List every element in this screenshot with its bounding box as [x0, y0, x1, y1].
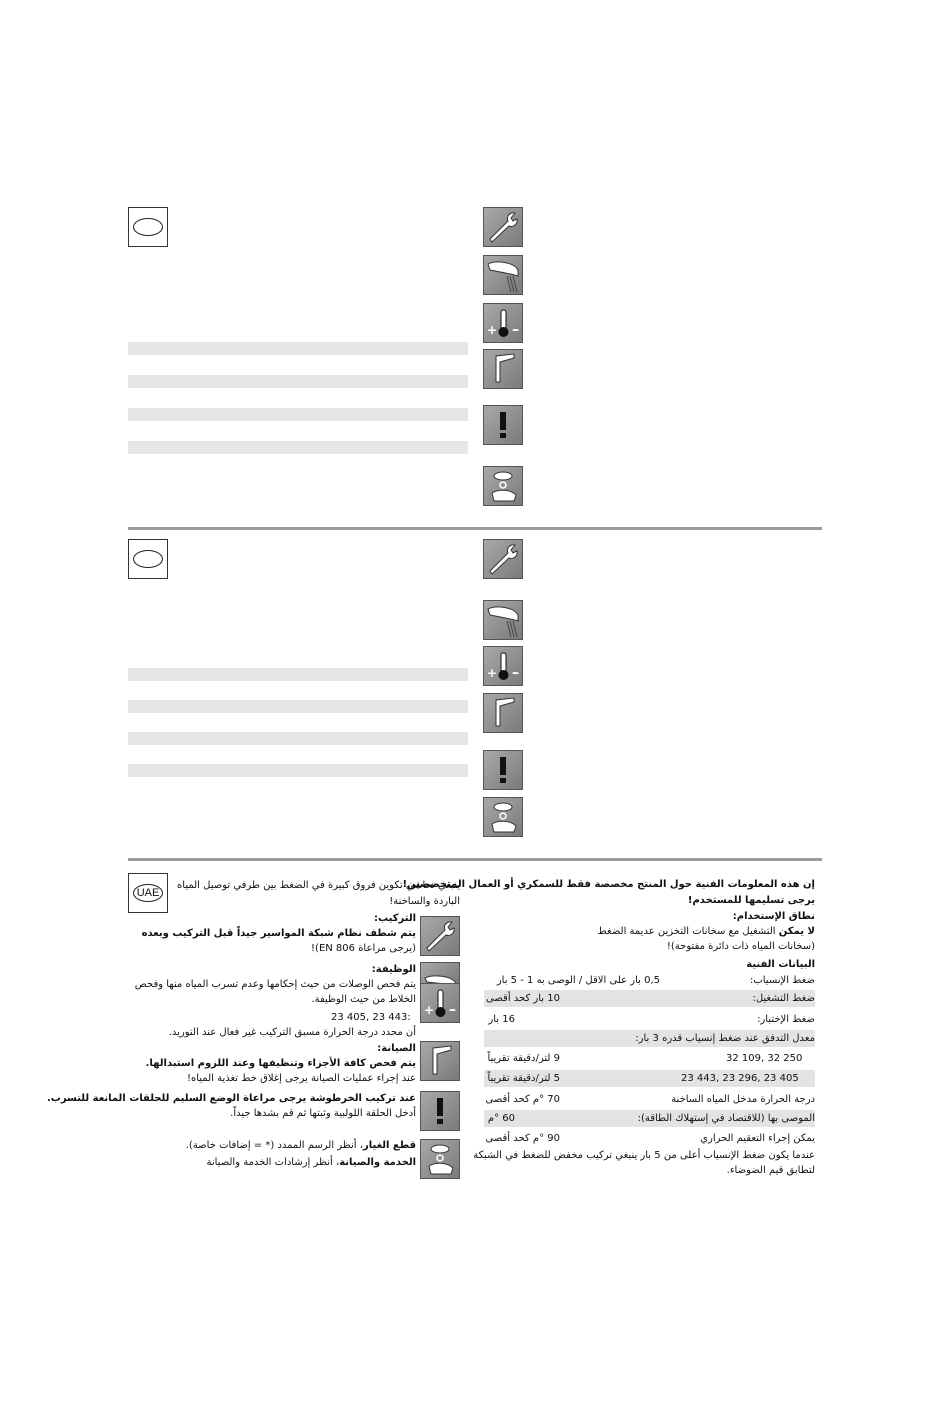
scope-body: التشغيل مع سخانات التخزين عديمة الضغط — [597, 926, 779, 937]
maintenance-text-2: عند إجراء عمليات الصيانة يرجى إغلاق خط تغذية المياه! — [186, 1073, 416, 1084]
hex-key-icon — [420, 1041, 460, 1081]
spare-parts-text — [186, 1138, 416, 1153]
scope-title: نطاق الإستخدام: — [732, 911, 815, 922]
section-divider — [128, 527, 822, 530]
pressure-warning-text: ينبغي تحاشي تكوين فروق كبيرة في الضغط بين طرفي توصيل المياه — [177, 880, 460, 891]
intro-text-2: يرجى تسليمها للمستخدم! — [687, 895, 815, 906]
svg-text:–: – — [449, 1002, 456, 1018]
section-divider — [128, 858, 822, 861]
intro-text: إن هذه المعلومات الفنية حول المنتج مخصصة فقط للسمكري أو العمال المتخصصين! — [402, 879, 815, 890]
country-code-label: UAE — [133, 884, 163, 902]
blank-row — [128, 700, 468, 713]
install-text: يتم شطف نظام شبكة المواسير جيداً قبل التركيب وبعده — [141, 928, 416, 939]
function-text: يتم فحص الوصلات من حيث إحكامها وعدم تسرب المياه منها وفحص — [134, 979, 416, 990]
tech-row-label: ضغط التشغيل: — [752, 993, 815, 1004]
spare-parts-icon — [483, 797, 523, 837]
pressure-note: عندما يكون ضغط الإنسياب أعلى من 5 بار ينبغي تركيب مخفض للضغط في الشبكة — [473, 1150, 815, 1161]
tech-row-label: ضغط الإختبار: — [757, 1014, 815, 1025]
spare-parts-label: قطع الغيار — [362, 1140, 416, 1151]
tech-row-value: 16 بار — [488, 1014, 515, 1025]
country-code-box — [128, 539, 168, 579]
tech-data-title: البيانات الفنية — [746, 959, 815, 970]
svg-text:+: + — [487, 666, 498, 680]
blank-row — [128, 408, 468, 421]
service-text — [207, 1155, 417, 1170]
exclamation-icon — [483, 405, 523, 445]
tech-row-models: 32 109, 32 250 — [726, 1053, 803, 1064]
pressure-note-2: لتطابق قيم الضوضاء. — [726, 1165, 815, 1176]
svg-text:–: – — [512, 322, 519, 338]
scope-note: (سخانات المياه ذات دائرة مفتوحة)! — [666, 941, 815, 952]
wrench-icon — [483, 539, 523, 579]
country-code-label — [133, 550, 163, 568]
exclamation-icon — [420, 1091, 460, 1131]
scope-bold: يمكن — [778, 926, 805, 937]
tech-row-value: 70 °م كحد أقصى — [485, 1094, 560, 1105]
blank-row — [128, 764, 468, 777]
tech-row-label: معدل التدفق عند ضغط إنسياب قدره 3 بار: — [635, 1033, 815, 1044]
country-code-box — [128, 207, 168, 247]
spare-parts-icon — [420, 1139, 460, 1179]
tech-row-value: 5 لتر/دقيقة تقريباً — [487, 1073, 560, 1084]
spout-flow-icon — [420, 962, 460, 984]
service-label: الخدمة والصيانة — [339, 1157, 416, 1168]
tech-row-value: 60 °م — [487, 1113, 515, 1124]
scope-text — [598, 924, 815, 939]
thermometer-plus-minus-icon — [420, 983, 460, 1023]
tech-row-label: ضغط الإنسياب: — [749, 975, 815, 986]
blank-row — [128, 441, 468, 454]
blank-row — [128, 375, 468, 388]
model-numbers: 23 405, 23 443: — [331, 1012, 411, 1023]
model-note: أن محدد درجة الحرارة مسبق التركيب غير فعال عند التوريد. — [168, 1027, 416, 1038]
spare-parts-icon — [483, 466, 523, 506]
cartridge-warning: عند تركيب الخرطوشة يرجى مراعاة الوضع السليم للحلقات المانعة للتسرب. — [46, 1093, 416, 1104]
exclamation-icon — [483, 750, 523, 790]
svg-text:+: + — [424, 1003, 435, 1017]
tech-row-value: 10 بار كحد أقصى — [486, 993, 560, 1004]
hex-key-icon — [483, 349, 523, 389]
spare-parts-body: ، أنظر الرسم الممدد (* = إضافات خاصة). — [185, 1140, 363, 1151]
scope-prefix: لا — [804, 926, 815, 937]
blank-row — [128, 732, 468, 745]
spout-flow-icon — [483, 255, 523, 295]
tech-row-value: 9 لتر/دقيقة تقريباً — [487, 1053, 560, 1064]
tech-row-label: الموصى بها (للاقتصاد في إستهلاك الطاقة): — [637, 1113, 815, 1124]
wrench-icon — [483, 207, 523, 247]
thermometer-plus-minus-icon — [483, 646, 523, 686]
blank-row — [128, 668, 468, 681]
function-text-2: الخلاط من حيث الوظيفة. — [311, 994, 416, 1005]
install-note: (يرجى مراعاة EN 806)! — [311, 943, 416, 954]
maintenance-text: يتم فحص كافة الأجزاء وتنظيفها وعند اللزوم استبدالها. — [145, 1058, 416, 1069]
wrench-icon — [420, 916, 460, 956]
tech-row-value: 0,5 بار على الاقل / الوصى به 1 - 5 بار — [496, 975, 660, 986]
cartridge-warning-2: أدخل الحلقة اللولبية وثبتها ثم قم بشدها جيداً. — [230, 1108, 416, 1119]
install-title: التركيب: — [374, 913, 416, 924]
country-code-box — [128, 873, 168, 913]
function-title: الوظيفة: — [371, 964, 416, 975]
svg-text:–: – — [512, 665, 519, 681]
hex-key-icon — [483, 693, 523, 733]
service-body: ، أنظر إرشادات الخدمة والصيانة — [206, 1157, 340, 1168]
tech-row-value: 90 °م كحد أقصى — [485, 1133, 560, 1144]
country-code-label — [133, 218, 163, 236]
pressure-warning-text-2: الباردة والساخنة! — [389, 896, 460, 907]
tech-row-models: 23 443, 23 296, 23 405 — [681, 1073, 799, 1084]
tech-row-label: يمكن إجراء التعقيم الحراري — [700, 1133, 815, 1144]
thermometer-plus-minus-icon — [483, 303, 523, 343]
svg-text:+: + — [487, 323, 498, 337]
blank-row — [128, 342, 468, 355]
tech-row-label: درجة الحرارة مدخل المياه الساخنة — [671, 1094, 815, 1105]
maintenance-title: الصيانة: — [377, 1043, 416, 1054]
spout-flow-icon — [483, 600, 523, 640]
